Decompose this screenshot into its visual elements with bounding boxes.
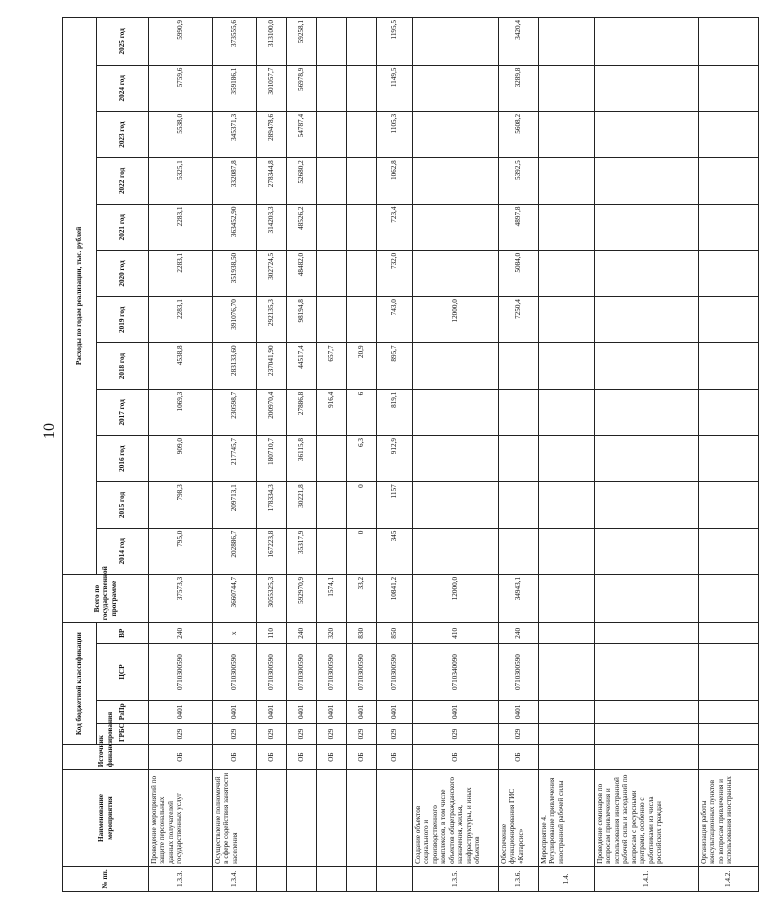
- row-year-value: [499, 436, 539, 482]
- row-year-value: 3420,4: [499, 18, 539, 66]
- row-year-value: [699, 436, 759, 482]
- row-year-value: 912,9: [377, 436, 413, 482]
- row-year-value: 12000,0: [413, 297, 499, 343]
- row-grbs: [539, 723, 595, 744]
- row-total: 33,2: [347, 574, 377, 622]
- row-year-value: 289478,6: [257, 111, 287, 157]
- row-csr: 0710300590: [149, 644, 213, 700]
- header-code-group: Код бюджетной классификации: [63, 623, 97, 745]
- row-csr: [699, 644, 759, 700]
- row-total: 12000,0: [413, 574, 499, 622]
- row-csr: [595, 644, 699, 700]
- row-year-value: [539, 482, 595, 528]
- row-year-value: [347, 65, 377, 111]
- row-year-value: 4897,8: [499, 204, 539, 250]
- row-year-value: [413, 65, 499, 111]
- row-year-value: 27886,8: [287, 389, 317, 435]
- header-year: 2018 год: [97, 343, 149, 389]
- row-source: [595, 745, 699, 770]
- header-no: № пп.: [63, 866, 149, 891]
- header-year: 2014 год: [97, 528, 149, 574]
- row-year-value: [317, 528, 347, 574]
- row-year-value: [413, 111, 499, 157]
- row-grbs: [595, 723, 699, 744]
- row-number: 1.3.4.: [213, 866, 257, 891]
- header-years-group: Расходы по годам реализации, тыс. рублей: [63, 18, 97, 575]
- row-year-value: 48526,2: [287, 204, 317, 250]
- row-year-value: 167223,8: [257, 528, 287, 574]
- row-year-value: 20,9: [347, 343, 377, 389]
- row-rzpr: 0401: [149, 700, 213, 723]
- row-year-value: [413, 158, 499, 204]
- row-year-value: 313100,0: [257, 18, 287, 66]
- row-year-value: 7250,4: [499, 297, 539, 343]
- row-name: [257, 770, 287, 867]
- row-year-value: 657,7: [317, 343, 347, 389]
- row-name: Создание объектов социального и производственного комплексов, в том числе объектов общегражданского назначения, жилья, инфраструктуры, и иных объектов: [413, 770, 499, 867]
- row-year-value: 6,3: [347, 436, 377, 482]
- row-name: Мероприятие 4. Регулирование привлечения иностранной рабочей силы: [539, 770, 595, 867]
- row-year-value: 302724,5: [257, 250, 287, 296]
- row-year-value: 48482,0: [287, 250, 317, 296]
- row-total: 3660744,7: [213, 574, 257, 622]
- row-year-value: [595, 482, 699, 528]
- row-year-value: [499, 482, 539, 528]
- row-number: 1.3.3.: [149, 866, 213, 891]
- row-year-value: [699, 528, 759, 574]
- row-year-value: 217745,7: [213, 436, 257, 482]
- row-year-value: 345: [377, 528, 413, 574]
- row-rzpr: [539, 700, 595, 723]
- row-number: 1.4.1.: [595, 866, 699, 891]
- row-year-value: 54787,4: [287, 111, 317, 157]
- row-vr: 410: [413, 623, 499, 644]
- row-number: [317, 866, 347, 891]
- row-source: ОБ: [257, 745, 287, 770]
- row-year-value: [595, 204, 699, 250]
- header-year: 2015 год: [97, 482, 149, 528]
- row-year-value: [699, 343, 759, 389]
- header-year: 2016 год: [97, 436, 149, 482]
- row-year-value: 278344,8: [257, 158, 287, 204]
- row-year-value: 44517,4: [287, 343, 317, 389]
- row-year-value: 283133,60: [213, 343, 257, 389]
- row-year-value: 909,0: [149, 436, 213, 482]
- row-year-value: [413, 482, 499, 528]
- table-row: [287, 18, 317, 892]
- row-year-value: [595, 18, 699, 66]
- row-year-value: [499, 343, 539, 389]
- row-year-value: 819,1: [377, 389, 413, 435]
- row-total: [539, 574, 595, 622]
- row-year-value: [539, 389, 595, 435]
- row-year-value: 1195,5: [377, 18, 413, 66]
- row-csr: 0710300590: [257, 644, 287, 700]
- row-year-value: 743,0: [377, 297, 413, 343]
- row-year-value: [317, 158, 347, 204]
- row-source: ОБ: [317, 745, 347, 770]
- row-number: 1.4.: [539, 866, 595, 891]
- row-name: Организация работы консультационных пунктов по вопросам привлечения и использования иностранных: [699, 770, 759, 867]
- row-name: [317, 770, 347, 867]
- row-year-value: 1157: [377, 482, 413, 528]
- row-year-value: [595, 436, 699, 482]
- row-year-value: 1069,3: [149, 389, 213, 435]
- row-total: 10841,2: [377, 574, 413, 622]
- row-source: [539, 745, 595, 770]
- row-year-value: [539, 158, 595, 204]
- row-year-value: [595, 297, 699, 343]
- row-year-value: [539, 18, 595, 66]
- header-code-col: РзПр: [97, 700, 149, 723]
- row-year-value: 916,4: [317, 389, 347, 435]
- expenditure-table: [62, 17, 759, 892]
- row-source: ОБ: [413, 745, 499, 770]
- header-total: Всего по государственной программе: [63, 574, 149, 622]
- row-year-value: [347, 204, 377, 250]
- row-rzpr: 0401: [499, 700, 539, 723]
- row-year-value: 180710,7: [257, 436, 287, 482]
- row-vr: [595, 623, 699, 644]
- row-number: 1.4.2.: [699, 866, 759, 891]
- row-source: ОБ: [377, 745, 413, 770]
- row-grbs: 029: [413, 723, 499, 744]
- row-year-value: 98194,8: [287, 297, 317, 343]
- row-year-value: 30221,8: [287, 482, 317, 528]
- row-rzpr: [595, 700, 699, 723]
- row-number: [287, 866, 317, 891]
- row-year-value: 2283,1: [149, 297, 213, 343]
- row-grbs: 029: [257, 723, 287, 744]
- row-year-value: [699, 297, 759, 343]
- row-year-value: [499, 528, 539, 574]
- header-year: 2025 год: [97, 18, 149, 66]
- row-source: ОБ: [149, 745, 213, 770]
- row-year-value: [595, 528, 699, 574]
- row-year-value: 202886,7: [213, 528, 257, 574]
- row-grbs: 029: [149, 723, 213, 744]
- row-total: [699, 574, 759, 622]
- row-year-value: 3289,8: [499, 65, 539, 111]
- row-number: 1.3.5.: [413, 866, 499, 891]
- table-row: [499, 18, 539, 892]
- row-total: 37573,3: [149, 574, 213, 622]
- row-year-value: 895,7: [377, 343, 413, 389]
- row-year-value: 209713,1: [213, 482, 257, 528]
- header-year: 2023 год: [97, 111, 149, 157]
- row-csr: 0710300590: [499, 644, 539, 700]
- row-year-value: [539, 111, 595, 157]
- row-csr: 0710340090: [413, 644, 499, 700]
- row-name: Осуществление полномочий в сфере содействия занятости населения: [213, 770, 257, 867]
- header-name: Наименование мероприятия: [63, 770, 149, 867]
- header-code-col: ГРБС: [97, 723, 149, 744]
- row-year-value: [699, 250, 759, 296]
- row-rzpr: 0401: [257, 700, 287, 723]
- table-row: [347, 18, 377, 892]
- row-year-value: 1149,5: [377, 65, 413, 111]
- row-year-value: 0: [347, 482, 377, 528]
- row-grbs: 029: [347, 723, 377, 744]
- row-year-value: [539, 343, 595, 389]
- row-year-value: [347, 18, 377, 66]
- row-year-value: 5538,0: [149, 111, 213, 157]
- row-year-value: 798,3: [149, 482, 213, 528]
- row-grbs: [699, 723, 759, 744]
- row-rzpr: [699, 700, 759, 723]
- row-total: [595, 574, 699, 622]
- row-total: 592970,9: [287, 574, 317, 622]
- row-vr: 240: [499, 623, 539, 644]
- row-year-value: 5759,6: [149, 65, 213, 111]
- row-csr: [539, 644, 595, 700]
- row-year-value: [539, 297, 595, 343]
- row-year-value: [413, 250, 499, 296]
- header-year: 2021 год: [97, 204, 149, 250]
- row-year-value: [317, 18, 347, 66]
- row-vr: [539, 623, 595, 644]
- row-name: Проведение мероприятий по защите персональных данных получателей государственных услуг: [149, 770, 213, 867]
- row-year-value: [347, 297, 377, 343]
- row-year-value: [699, 389, 759, 435]
- row-year-value: 359186,1: [213, 65, 257, 111]
- row-year-value: 1105,3: [377, 111, 413, 157]
- table-row: [257, 18, 287, 892]
- header-source: Источник финансирования: [63, 745, 149, 770]
- header-year: 2020 год: [97, 250, 149, 296]
- row-csr: 0710300590: [317, 644, 347, 700]
- row-year-value: 332087,8: [213, 158, 257, 204]
- row-csr: 0710300590: [213, 644, 257, 700]
- row-vr: [699, 623, 759, 644]
- row-grbs: 029: [377, 723, 413, 744]
- row-year-value: 723,4: [377, 204, 413, 250]
- row-year-value: [317, 297, 347, 343]
- row-number: [377, 866, 413, 891]
- row-total: 34943,1: [499, 574, 539, 622]
- row-year-value: 36115,8: [287, 436, 317, 482]
- row-year-value: 35317,9: [287, 528, 317, 574]
- row-number: [347, 866, 377, 891]
- row-csr: 0710300590: [377, 644, 413, 700]
- row-year-value: [347, 158, 377, 204]
- row-grbs: 029: [499, 723, 539, 744]
- row-year-value: [347, 111, 377, 157]
- row-vr: 830: [347, 623, 377, 644]
- row-source: [699, 745, 759, 770]
- row-source: ОБ: [213, 745, 257, 770]
- row-year-value: [595, 158, 699, 204]
- row-rzpr: 0401: [287, 700, 317, 723]
- header-year: 2022 год: [97, 158, 149, 204]
- row-rzpr: 0401: [413, 700, 499, 723]
- row-grbs: 029: [213, 723, 257, 744]
- row-year-value: 5392,5: [499, 158, 539, 204]
- table-row: [413, 18, 499, 892]
- row-year-value: [317, 111, 347, 157]
- row-year-value: [595, 343, 699, 389]
- table-row: [317, 18, 347, 892]
- row-year-value: 301057,7: [257, 65, 287, 111]
- row-year-value: [317, 482, 347, 528]
- row-year-value: [347, 250, 377, 296]
- row-name: [377, 770, 413, 867]
- row-vr: 110: [257, 623, 287, 644]
- row-name: Обеспечение функционирования ГИС «Катарсис»: [499, 770, 539, 867]
- row-year-value: 351938,50: [213, 250, 257, 296]
- row-source: ОБ: [347, 745, 377, 770]
- row-number: 1.3.6.: [499, 866, 539, 891]
- row-name: [287, 770, 317, 867]
- row-rzpr: 0401: [213, 700, 257, 723]
- row-year-value: [413, 18, 499, 66]
- header-year: 2019 год: [97, 297, 149, 343]
- row-year-value: [413, 343, 499, 389]
- row-csr: 0710300590: [287, 644, 317, 700]
- table-row: [213, 18, 257, 892]
- row-year-value: [317, 436, 347, 482]
- header-code-col: ЦСР: [97, 644, 149, 700]
- row-year-value: [595, 65, 699, 111]
- row-year-value: [699, 65, 759, 111]
- row-year-value: 200970,4: [257, 389, 287, 435]
- row-year-value: [539, 204, 595, 250]
- row-year-value: [539, 436, 595, 482]
- row-year-value: [595, 111, 699, 157]
- row-year-value: 732,0: [377, 250, 413, 296]
- row-vr: 240: [149, 623, 213, 644]
- header-year: 2017 год: [97, 389, 149, 435]
- row-year-value: 2283,1: [149, 204, 213, 250]
- row-year-value: [699, 158, 759, 204]
- row-year-value: 5990,9: [149, 18, 213, 66]
- row-grbs: 029: [317, 723, 347, 744]
- row-total: 1574,1: [317, 574, 347, 622]
- row-year-value: [539, 65, 595, 111]
- rotated-table-wrapper: [62, 17, 734, 892]
- row-year-value: 292135,3: [257, 297, 287, 343]
- row-year-value: 5084,0: [499, 250, 539, 296]
- row-grbs: 029: [287, 723, 317, 744]
- row-year-value: 0: [347, 528, 377, 574]
- row-rzpr: 0401: [317, 700, 347, 723]
- row-year-value: 178334,3: [257, 482, 287, 528]
- row-rzpr: 0401: [347, 700, 377, 723]
- row-year-value: [413, 389, 499, 435]
- table-row: [699, 18, 759, 892]
- row-year-value: [539, 528, 595, 574]
- row-source: ОБ: [499, 745, 539, 770]
- row-year-value: [595, 250, 699, 296]
- row-year-value: [539, 250, 595, 296]
- row-year-value: 345371,3: [213, 111, 257, 157]
- row-year-value: [413, 436, 499, 482]
- row-name: Проведение семинаров по вопросам привлечения и использования иностранной рабочей силы и заседаний по вопросам с ресурсными центрами, особенно с работниками из числа российских граждан: [595, 770, 699, 867]
- row-year-value: [317, 250, 347, 296]
- page-number: 10: [41, 423, 58, 439]
- row-name: [347, 770, 377, 867]
- row-year-value: 56978,9: [287, 65, 317, 111]
- row-total: 3055325,3: [257, 574, 287, 622]
- row-year-value: 314203,3: [257, 204, 287, 250]
- row-year-value: [413, 204, 499, 250]
- row-year-value: 795,0: [149, 528, 213, 574]
- row-vr: 240: [287, 623, 317, 644]
- row-year-value: [699, 111, 759, 157]
- row-year-value: [595, 389, 699, 435]
- table-row: [149, 18, 213, 892]
- row-year-value: [699, 204, 759, 250]
- row-year-value: 1062,8: [377, 158, 413, 204]
- row-year-value: 363452,90: [213, 204, 257, 250]
- row-csr: 0710300590: [347, 644, 377, 700]
- table-row: [539, 18, 595, 892]
- row-vr: 850: [377, 623, 413, 644]
- row-year-value: 2283,1: [149, 250, 213, 296]
- row-year-value: 59258,1: [287, 18, 317, 66]
- row-year-value: [413, 528, 499, 574]
- row-year-value: 4538,8: [149, 343, 213, 389]
- row-source: ОБ: [287, 745, 317, 770]
- row-year-value: 391076,70: [213, 297, 257, 343]
- row-number: [257, 866, 287, 891]
- header-code-col: ВР: [97, 623, 149, 644]
- row-vr: х: [213, 623, 257, 644]
- row-year-value: 230598,7: [213, 389, 257, 435]
- row-year-value: [317, 204, 347, 250]
- table-row: [377, 18, 413, 892]
- row-year-value: 6: [347, 389, 377, 435]
- row-year-value: 52680,2: [287, 158, 317, 204]
- header-year: 2024 год: [97, 65, 149, 111]
- row-year-value: 5325,1: [149, 158, 213, 204]
- row-rzpr: 0401: [377, 700, 413, 723]
- row-year-value: [317, 65, 347, 111]
- row-year-value: [499, 389, 539, 435]
- table-row: [595, 18, 699, 892]
- row-year-value: 373555,6: [213, 18, 257, 66]
- row-year-value: [699, 18, 759, 66]
- row-year-value: 5608,2: [499, 111, 539, 157]
- row-year-value: [699, 482, 759, 528]
- row-vr: 320: [317, 623, 347, 644]
- row-year-value: 237041,90: [257, 343, 287, 389]
